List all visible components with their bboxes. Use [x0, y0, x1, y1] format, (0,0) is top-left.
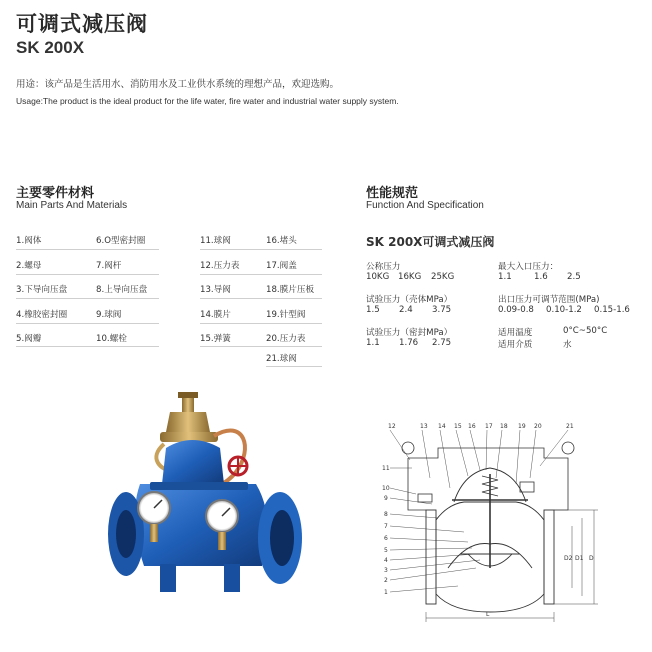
part-item: 3.下导向压盘 — [16, 285, 68, 295]
parts-section-subtitle: Main Parts And Materials — [16, 200, 128, 211]
row-divider — [16, 346, 159, 347]
callout-label: 12 — [388, 423, 396, 430]
spec-value: 2.5 — [567, 272, 581, 282]
top-callouts — [388, 423, 574, 430]
dim-label: D2 — [564, 555, 573, 562]
parts-section-title: 主要零件材料 — [16, 186, 95, 201]
dim-label-length: L — [486, 611, 490, 618]
callout-label: 13 — [420, 423, 428, 430]
spec-value: 25KG — [431, 272, 455, 282]
part-item: 18.膜片压板 — [266, 285, 315, 295]
row-divider — [200, 346, 322, 347]
pilot-cap — [178, 392, 198, 398]
row-divider — [16, 274, 159, 275]
callout-label: 21 — [566, 423, 574, 430]
row-divider — [16, 298, 159, 299]
callout-label: 7 — [384, 523, 388, 530]
spec-value: 水 — [563, 340, 572, 350]
page-title: 可调式减压阀 — [16, 12, 148, 36]
part-item: 15.弹簧 — [200, 334, 231, 344]
part-item: 5.阀瓣 — [16, 334, 42, 344]
spec-value: 3.75 — [432, 305, 452, 315]
part-item: 4.橡胶密封圈 — [16, 310, 68, 320]
part-item: 12.压力表 — [200, 261, 240, 271]
part-item: 1.阀体 — [16, 236, 42, 246]
callout-label: 5 — [384, 547, 388, 554]
part-item: 8.上导向压盘 — [96, 285, 148, 295]
spec-label: 最大入口压力： — [498, 262, 559, 272]
row-divider — [200, 249, 322, 250]
spec-value: 16KG — [398, 272, 422, 282]
spec-product-title: SK 200X可调式减压阀 — [366, 235, 495, 249]
part-item: 6.O型密封圈 — [96, 236, 146, 246]
callout-label: 10 — [382, 485, 390, 492]
pilot-stem — [182, 398, 194, 412]
callout-label: 1 — [384, 589, 388, 596]
part-item: 14.膜片 — [200, 310, 231, 320]
part-item: 17.阀盖 — [266, 261, 297, 271]
model-number: SK 200X — [16, 38, 85, 57]
part-item: 11.球阀 — [200, 236, 231, 246]
part-item: 19.针型阀 — [266, 310, 306, 320]
spec-section-subtitle: Function And Specification — [366, 200, 484, 211]
row-divider — [16, 323, 159, 324]
callout-label: 18 — [500, 423, 508, 430]
part-item: 13.导阀 — [200, 285, 231, 295]
valve-bonnet — [162, 440, 224, 484]
spec-label: 适用温度 — [498, 328, 533, 338]
part-item: 16.堵头 — [266, 236, 297, 246]
spec-value: 0.09-0.8 — [498, 305, 534, 315]
row-divider — [266, 366, 322, 367]
callout-label: 19 — [518, 423, 526, 430]
row-divider — [200, 323, 322, 324]
row-divider — [200, 274, 322, 275]
spec-label: 试验压力（壳体MPa） — [366, 295, 453, 305]
usage-text-cn: 用途：该产品是生活用水、消防用水及工业供水系统的理想产品，欢迎选购。 — [16, 79, 340, 90]
part-item: 20.压力表 — [266, 334, 306, 344]
callout-label: 15 — [454, 423, 462, 430]
spec-label: 出口压力可调节范围(MPa) — [498, 295, 600, 305]
part-item: 10.螺栓 — [96, 334, 127, 344]
spec-value: 1.76 — [399, 338, 419, 348]
part-item: 9.球阀 — [96, 310, 122, 320]
callout-label: 16 — [468, 423, 476, 430]
valve-section-drawing — [368, 418, 636, 626]
dim-label: D1 — [575, 555, 584, 562]
spec-section-title: 性能规范 — [366, 186, 419, 201]
callout-label: 20 — [534, 423, 542, 430]
spec-value: 1.1 — [366, 338, 380, 348]
usage-text-en: Usage:The product is the ideal product for the life water, fire water and industrial water supply system. — [16, 96, 399, 106]
spec-value: 1.6 — [534, 272, 548, 282]
spec-value: 1.1 — [498, 272, 512, 282]
row-divider — [200, 298, 322, 299]
row-divider — [16, 249, 159, 250]
body-outline — [426, 468, 554, 612]
spec-value: 2.4 — [399, 305, 413, 315]
callout-label: 17 — [485, 423, 493, 430]
callout-label: 8 — [384, 511, 388, 518]
spec-value: 0.10-1.2 — [546, 305, 582, 315]
callout-label: 2 — [384, 577, 388, 584]
spec-label: 公称压力 — [366, 262, 401, 272]
callout-label: 11 — [382, 465, 390, 472]
spec-value: 2.75 — [432, 338, 452, 348]
callout-label: 4 — [384, 557, 388, 564]
callout-label: 6 — [384, 535, 388, 542]
valve-product-photo — [104, 388, 314, 633]
part-item: 21.球阀 — [266, 354, 297, 364]
spec-label: 试验压力（密封MPa） — [366, 328, 453, 338]
callout-label: 9 — [384, 495, 388, 502]
spec-value: 0°C~50°C — [563, 326, 608, 336]
callout-label: 3 — [384, 567, 388, 574]
left-callouts — [382, 465, 390, 596]
spec-value: 0.15-1.6 — [594, 305, 630, 315]
spec-label: 适用介质 — [498, 340, 533, 350]
part-item: 7.阀杆 — [96, 261, 122, 271]
spec-value: 10KG — [366, 272, 390, 282]
dim-label: D — [589, 555, 594, 562]
part-item: 2.螺母 — [16, 261, 42, 271]
pilot-body — [166, 412, 210, 432]
spec-value: 1.5 — [366, 305, 380, 315]
callout-label: 14 — [438, 423, 446, 430]
